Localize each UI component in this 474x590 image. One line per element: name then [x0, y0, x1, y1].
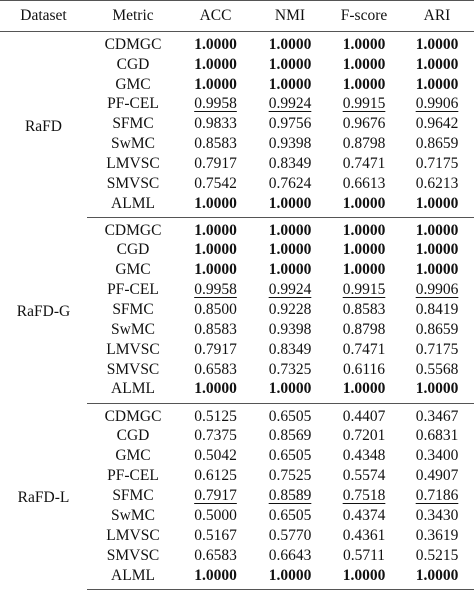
value-text: 0.7375: [194, 427, 237, 445]
value-cell: [252, 380, 328, 403]
value-cell: [179, 75, 252, 95]
value-text: 1.0000: [268, 36, 312, 54]
value-cell: [328, 32, 400, 55]
value-cell: [328, 446, 400, 466]
column-header: NMI: [252, 1, 328, 32]
method-cell: PF-CEL: [107, 467, 159, 485]
value-text: 1.0000: [415, 194, 459, 212]
value-cell: [328, 403, 400, 426]
value-text: 0.9756: [268, 115, 312, 133]
value-text: 0.6505: [268, 447, 312, 465]
method-cell: ALML: [87, 194, 179, 217]
value-cell: [328, 546, 400, 566]
value-cell: [179, 446, 252, 466]
value-text: 0.4374: [342, 507, 386, 525]
value-cell: [252, 526, 328, 546]
value-text: 0.9915: [342, 281, 386, 299]
method-cell: SMVSC: [106, 175, 160, 193]
value-text: 0.3400: [415, 447, 459, 465]
value-cell: [400, 174, 474, 194]
value-cell: [400, 241, 474, 261]
column-header: Dataset: [0, 1, 87, 32]
value-cell: [252, 241, 328, 261]
value-cell: [328, 280, 400, 300]
value-cell: [400, 114, 474, 134]
value-cell: [179, 360, 252, 380]
value-text: 0.6213: [415, 175, 459, 193]
value-cell: [252, 446, 328, 466]
method-cell: LMVSC: [106, 155, 160, 173]
value-cell: [179, 486, 252, 506]
value-text: 0.8659: [415, 135, 459, 153]
value-text: 1.0000: [194, 194, 237, 212]
value-cell: [179, 546, 252, 566]
value-text: 0.6116: [342, 361, 386, 379]
value-cell: [179, 466, 252, 486]
value-cell: [179, 566, 252, 589]
method-cell: SwMC: [111, 507, 155, 525]
method-cell: SMVSC: [106, 547, 160, 565]
value-text: 0.8349: [268, 155, 312, 173]
value-cell: [179, 217, 252, 240]
value-text: 0.9676: [342, 115, 386, 133]
table-row: [0, 32, 474, 55]
value-text: 0.7186: [415, 487, 459, 505]
method-cell: CDMGC: [104, 408, 162, 426]
value-text: 1.0000: [342, 75, 386, 93]
value-text: 0.7175: [415, 341, 459, 359]
value-cell: [328, 95, 400, 115]
column-header: ACC: [179, 1, 252, 32]
value-cell: [328, 566, 400, 589]
value-text: 1.0000: [415, 36, 459, 54]
method-cell: SFMC: [112, 301, 154, 319]
value-text: 0.5215: [415, 547, 459, 565]
value-text: 0.3430: [415, 507, 459, 525]
value-text: 0.5042: [194, 447, 237, 465]
value-text: 1.0000: [268, 75, 312, 93]
value-text: 0.7917: [194, 487, 237, 505]
column-header: Metric: [87, 1, 179, 32]
value-text: 0.8659: [415, 321, 459, 339]
value-cell: [328, 486, 400, 506]
value-text: 1.0000: [268, 55, 312, 73]
value-cell: [400, 403, 474, 426]
value-cell: [252, 360, 328, 380]
value-text: 1.0000: [194, 36, 237, 54]
value-text: 1.0000: [415, 222, 459, 240]
value-text: 0.7542: [194, 175, 237, 193]
method-cell: SFMC: [112, 115, 154, 133]
value-cell: [252, 217, 328, 240]
value-cell: [328, 75, 400, 95]
value-text: 1.0000: [415, 55, 459, 73]
value-cell: [400, 486, 474, 506]
value-cell: [400, 75, 474, 95]
value-cell: [400, 466, 474, 486]
value-text: 0.7175: [415, 155, 459, 173]
method-cell: CGD: [116, 55, 150, 73]
value-cell: [179, 134, 252, 154]
method-cell: GMC: [115, 261, 151, 279]
value-cell: [400, 360, 474, 380]
value-cell: [179, 403, 252, 426]
value-text: 1.0000: [342, 222, 386, 240]
value-cell: [328, 241, 400, 261]
value-cell: [328, 340, 400, 360]
value-text: 0.5167: [194, 527, 237, 545]
value-text: 1.0000: [268, 194, 312, 212]
table-header: [0, 1, 474, 32]
value-text: 1.0000: [415, 566, 459, 584]
value-cell: [400, 260, 474, 280]
header-row: [0, 1, 474, 32]
method-cell: LMVSC: [106, 341, 160, 359]
value-cell: [400, 506, 474, 526]
value-text: 0.7525: [268, 467, 312, 485]
value-cell: [400, 280, 474, 300]
value-cell: [400, 340, 474, 360]
value-text: 0.9398: [268, 321, 312, 339]
value-cell: [328, 506, 400, 526]
value-cell: [400, 300, 474, 320]
value-text: 0.7917: [194, 155, 237, 173]
value-text: 0.3619: [415, 527, 459, 545]
dataset-cell: RaFD: [24, 117, 63, 135]
value-cell: [400, 320, 474, 340]
value-text: 0.9906: [415, 95, 459, 113]
value-text: 1.0000: [342, 36, 386, 54]
value-cell: [328, 466, 400, 486]
value-cell: [328, 426, 400, 446]
value-cell: [400, 194, 474, 217]
value-cell: [179, 426, 252, 446]
value-cell: [252, 260, 328, 280]
value-cell: [179, 506, 252, 526]
value-text: 1.0000: [194, 55, 237, 73]
value-cell: [252, 300, 328, 320]
value-cell: [252, 75, 328, 95]
value-cell: [328, 154, 400, 174]
value-cell: [400, 95, 474, 115]
value-cell: [179, 260, 252, 280]
value-cell: [252, 154, 328, 174]
value-text: 0.6583: [194, 361, 237, 379]
value-cell: [252, 403, 328, 426]
value-text: 1.0000: [194, 75, 237, 93]
value-text: 0.5000: [194, 507, 237, 525]
value-cell: [400, 546, 474, 566]
dataset-cell: RaFD-G: [16, 303, 71, 321]
value-text: 0.8798: [342, 135, 386, 153]
value-cell: [400, 55, 474, 75]
method-cell: GMC: [115, 447, 151, 465]
value-text: 1.0000: [268, 222, 312, 240]
value-text: 0.8500: [194, 301, 237, 319]
value-text: 0.7471: [342, 341, 386, 359]
table-row: [0, 217, 474, 240]
value-text: 0.8798: [342, 321, 386, 339]
value-text: 1.0000: [268, 241, 312, 259]
value-cell: [400, 134, 474, 154]
value-text: 0.8349: [268, 341, 312, 359]
value-cell: [252, 32, 328, 55]
value-text: 0.9924: [268, 95, 312, 113]
value-text: 0.6125: [194, 467, 237, 485]
value-cell: [252, 134, 328, 154]
value-cell: [400, 446, 474, 466]
value-text: 1.0000: [342, 380, 386, 398]
value-cell: [328, 55, 400, 75]
column-header: F-score: [328, 1, 400, 32]
value-cell: [328, 114, 400, 134]
value-text: 1.0000: [342, 55, 386, 73]
value-text: 0.7518: [342, 487, 386, 505]
value-text: 1.0000: [342, 241, 386, 259]
value-cell: [252, 95, 328, 115]
value-text: 0.5125: [194, 408, 237, 426]
value-cell: [328, 380, 400, 403]
value-cell: [252, 426, 328, 446]
column-header: ARI: [400, 1, 474, 32]
table-body: [0, 32, 474, 590]
value-text: 1.0000: [194, 261, 237, 279]
method-cell: CDMGC: [104, 222, 162, 240]
value-text: 0.7201: [342, 427, 386, 445]
value-text: 0.6505: [268, 507, 312, 525]
value-cell: [328, 360, 400, 380]
value-text: 0.7471: [342, 155, 386, 173]
value-text: 1.0000: [194, 566, 237, 584]
value-text: 0.7624: [268, 175, 312, 193]
value-cell: [179, 154, 252, 174]
value-text: 1.0000: [194, 241, 237, 259]
method-cell: SwMC: [111, 321, 155, 339]
value-text: 0.9228: [268, 301, 312, 319]
value-cell: [328, 174, 400, 194]
method-cell: SMVSC: [106, 361, 160, 379]
value-text: 0.9958: [194, 95, 237, 113]
method-cell: CGD: [116, 427, 150, 445]
method-cell: SFMC: [112, 487, 154, 505]
value-text: 0.8419: [415, 301, 459, 319]
value-cell: [179, 380, 252, 403]
value-text: 1.0000: [268, 566, 312, 584]
value-cell: [252, 194, 328, 217]
method-cell: PF-CEL: [107, 95, 159, 113]
value-cell: [400, 426, 474, 446]
value-cell: [179, 340, 252, 360]
value-text: 1.0000: [268, 380, 312, 398]
value-cell: [400, 154, 474, 174]
value-text: 0.9642: [415, 115, 459, 133]
value-text: 0.9833: [194, 115, 237, 133]
value-text: 0.5711: [342, 547, 386, 565]
value-cell: [179, 32, 252, 55]
value-cell: [252, 114, 328, 134]
value-text: 0.9398: [268, 135, 312, 153]
value-cell: [179, 241, 252, 261]
value-text: 0.4361: [342, 527, 386, 545]
value-cell: [400, 566, 474, 589]
value-text: 1.0000: [415, 261, 459, 279]
value-cell: [328, 217, 400, 240]
value-text: 0.6505: [268, 408, 312, 426]
value-text: 0.8583: [342, 301, 386, 319]
value-cell: [252, 486, 328, 506]
value-text: 1.0000: [268, 261, 312, 279]
value-text: 1.0000: [415, 380, 459, 398]
value-text: 0.3467: [415, 408, 459, 426]
value-cell: [252, 506, 328, 526]
method-cell: GMC: [115, 75, 151, 93]
table-row: [0, 403, 474, 426]
value-cell: [400, 380, 474, 403]
value-cell: [252, 546, 328, 566]
value-cell: [328, 320, 400, 340]
value-text: 0.6583: [194, 547, 237, 565]
method-cell: CGD: [116, 241, 150, 259]
value-cell: [252, 340, 328, 360]
value-cell: [179, 95, 252, 115]
value-text: 1.0000: [342, 194, 386, 212]
value-text: 0.7917: [194, 341, 237, 359]
value-cell: [400, 32, 474, 55]
value-cell: [328, 526, 400, 546]
method-cell: ALML: [87, 380, 179, 403]
value-text: 0.5574: [342, 467, 386, 485]
value-text: 0.8569: [268, 427, 312, 445]
value-text: 1.0000: [194, 222, 237, 240]
dataset-cell: RaFD-L: [17, 489, 70, 507]
method-cell: PF-CEL: [107, 281, 159, 299]
value-text: 0.9924: [268, 281, 312, 299]
value-text: 0.8583: [194, 321, 237, 339]
value-cell: [252, 566, 328, 589]
value-cell: [179, 320, 252, 340]
value-cell: [252, 466, 328, 486]
value-cell: [252, 280, 328, 300]
method-cell: CDMGC: [104, 36, 162, 54]
value-text: 0.7325: [268, 361, 312, 379]
value-text: 1.0000: [194, 380, 237, 398]
value-text: 0.4348: [342, 447, 386, 465]
value-cell: [328, 260, 400, 280]
value-cell: [252, 320, 328, 340]
value-cell: [252, 174, 328, 194]
value-cell: [400, 217, 474, 240]
value-cell: [400, 526, 474, 546]
value-text: 1.0000: [342, 566, 386, 584]
value-text: 1.0000: [415, 241, 459, 259]
value-text: 0.8583: [194, 135, 237, 153]
value-text: 1.0000: [342, 261, 386, 279]
value-text: 0.9958: [194, 281, 237, 299]
value-cell: [328, 300, 400, 320]
value-cell: [179, 280, 252, 300]
value-cell: [179, 55, 252, 75]
value-cell: [179, 114, 252, 134]
value-text: 0.5568: [415, 361, 459, 379]
value-text: 0.6613: [342, 175, 386, 193]
method-cell: SwMC: [111, 135, 155, 153]
value-text: 0.4907: [415, 467, 459, 485]
value-cell: [179, 300, 252, 320]
value-cell: [179, 194, 252, 217]
value-text: 1.0000: [415, 75, 459, 93]
value-cell: [328, 194, 400, 217]
value-text: 0.6643: [268, 547, 312, 565]
value-text: 0.9915: [342, 95, 386, 113]
value-cell: [252, 55, 328, 75]
value-text: 0.9906: [415, 281, 459, 299]
value-text: 0.6831: [415, 427, 459, 445]
value-cell: [179, 174, 252, 194]
value-cell: [179, 526, 252, 546]
value-text: 0.4407: [342, 408, 386, 426]
value-text: 0.8589: [268, 487, 312, 505]
value-text: 0.5770: [268, 527, 312, 545]
value-cell: [328, 134, 400, 154]
method-cell: ALML: [87, 566, 179, 589]
method-cell: LMVSC: [106, 527, 160, 545]
